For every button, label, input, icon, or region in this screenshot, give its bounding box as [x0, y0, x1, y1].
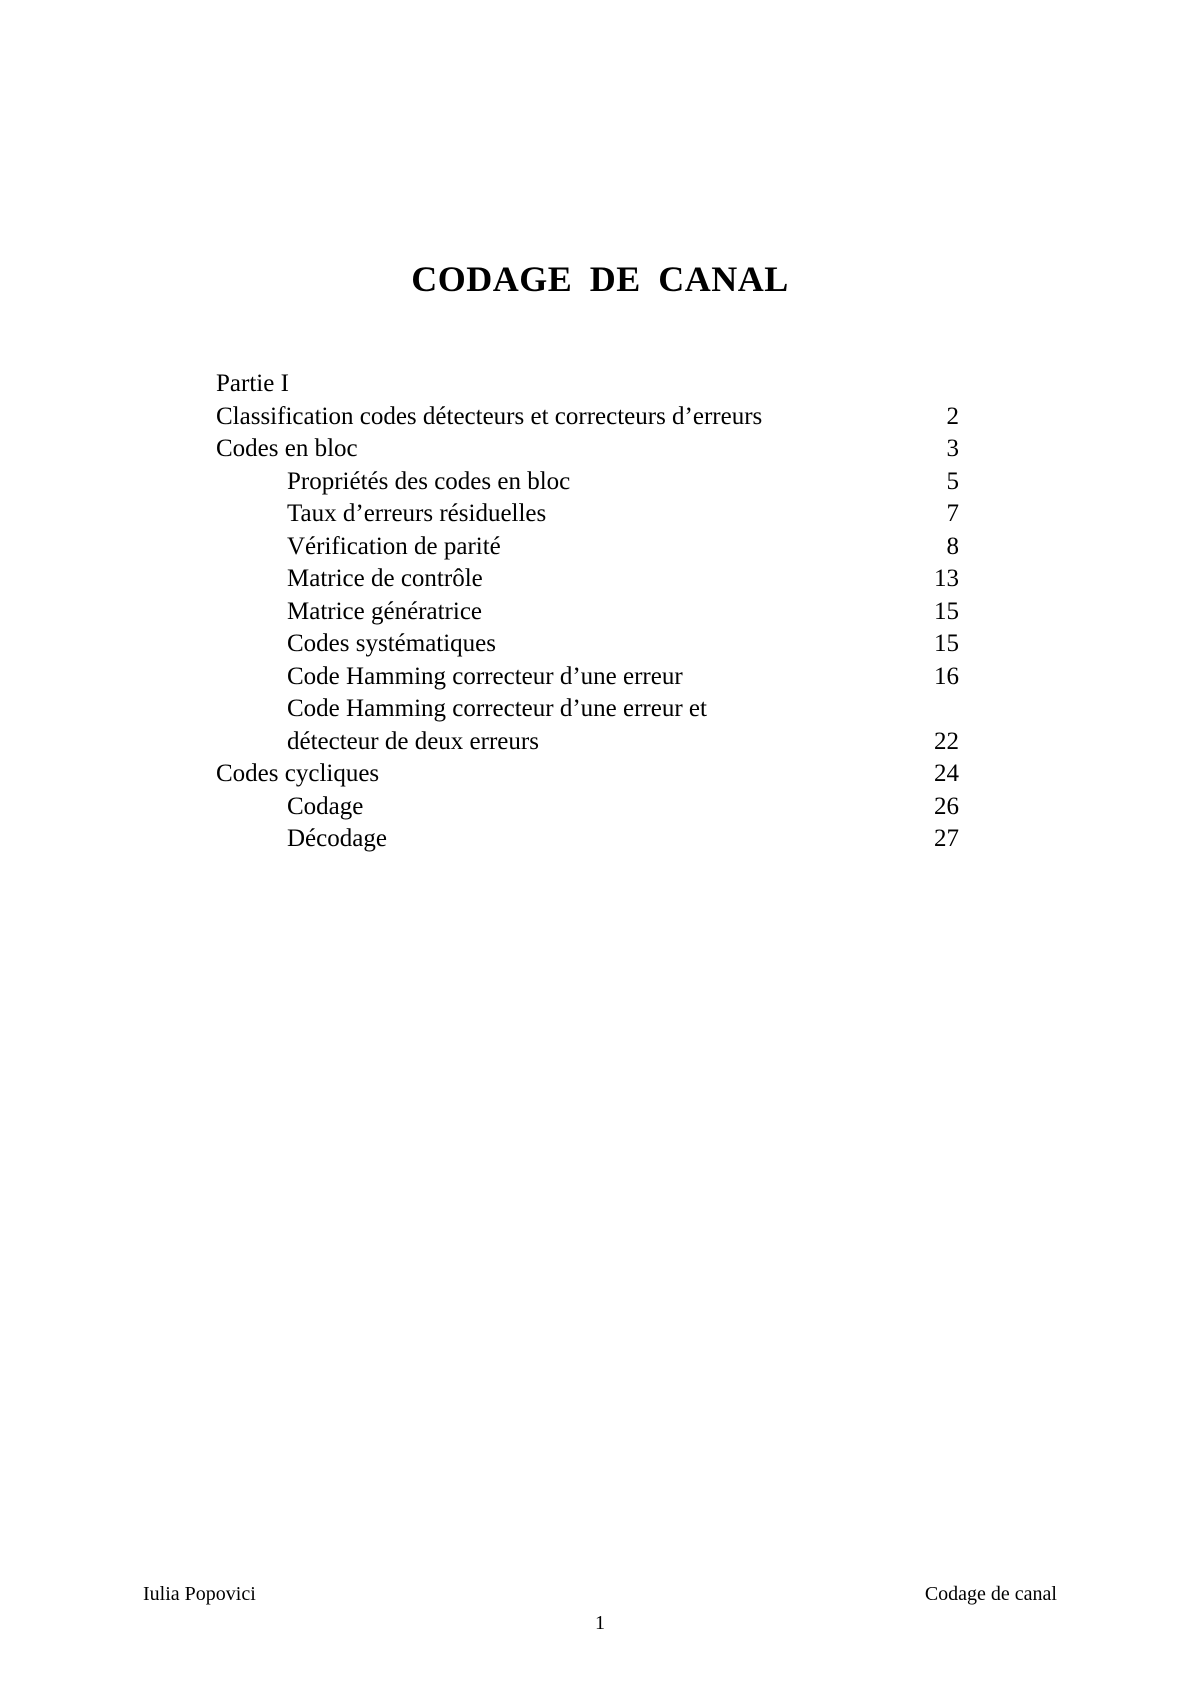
toc-entry-page: 5 — [946, 467, 959, 495]
toc-entry — [216, 466, 959, 499]
toc-entry-label: Classification codes détecteurs et correcteurs d’erreurs — [216, 402, 763, 430]
toc-entry — [216, 498, 959, 531]
toc-entry — [216, 758, 959, 791]
toc-entry-page: 15 — [934, 597, 959, 625]
toc-entry-label: Code Hamming correcteur d’une erreur — [287, 662, 683, 690]
table-of-contents — [216, 368, 959, 856]
toc-entry-page: 16 — [934, 662, 959, 690]
toc-entry-page: 22 — [934, 727, 959, 755]
toc-entry-page: 24 — [934, 760, 959, 787]
toc-entry-page: 26 — [934, 792, 959, 820]
toc-entry — [216, 433, 959, 466]
toc-entry — [216, 628, 959, 661]
toc-entry-page: 8 — [946, 532, 959, 560]
toc-entry-page: 2 — [946, 402, 959, 430]
toc-entry — [216, 596, 959, 629]
toc-entry-label: Propriétés des codes en bloc — [287, 467, 571, 495]
toc-entry — [216, 368, 959, 401]
toc-entry-label: Codes systématiques — [287, 630, 497, 657]
toc-entry — [216, 693, 959, 726]
toc-entry-label: Partie I — [216, 370, 289, 397]
toc-entry-label: Codes cycliques — [216, 760, 380, 787]
page-title: CODAGE DE CANAL — [411, 259, 789, 299]
toc-entry — [216, 401, 959, 434]
toc-entry-label: Codage — [287, 792, 364, 820]
toc-entry — [216, 726, 959, 759]
toc-entry-page: 3 — [946, 435, 959, 462]
toc-entry-label: Matrice de contrôle — [287, 565, 483, 592]
toc-entry — [216, 531, 959, 564]
toc-entry-label: Taux d’erreurs résiduelles — [287, 500, 547, 527]
toc-entry-label: détecteur de deux erreurs — [287, 727, 539, 755]
toc-entry-page: 7 — [946, 500, 959, 527]
toc-entry-label: Décodage — [287, 825, 387, 852]
toc-entry — [216, 791, 959, 824]
toc-entry-label: Vérification de parité — [287, 532, 501, 560]
toc-entry-page: 27 — [934, 825, 959, 852]
toc-entry-label: Matrice génératrice — [287, 597, 483, 625]
footer-page-number: 1 — [595, 1612, 605, 1634]
footer-author: Iulia Popovici — [143, 1583, 256, 1605]
footer-doc-title: Codage de canal — [924, 1583, 1057, 1605]
toc-entry-label: Codes en bloc — [216, 435, 358, 462]
toc-entry — [216, 563, 959, 596]
toc-entry — [216, 823, 959, 856]
toc-entry — [216, 661, 959, 694]
toc-entry-page: 15 — [934, 630, 959, 657]
toc-entry-label: Code Hamming correcteur d’une erreur et — [287, 695, 707, 722]
toc-entry-page: 13 — [934, 565, 959, 592]
